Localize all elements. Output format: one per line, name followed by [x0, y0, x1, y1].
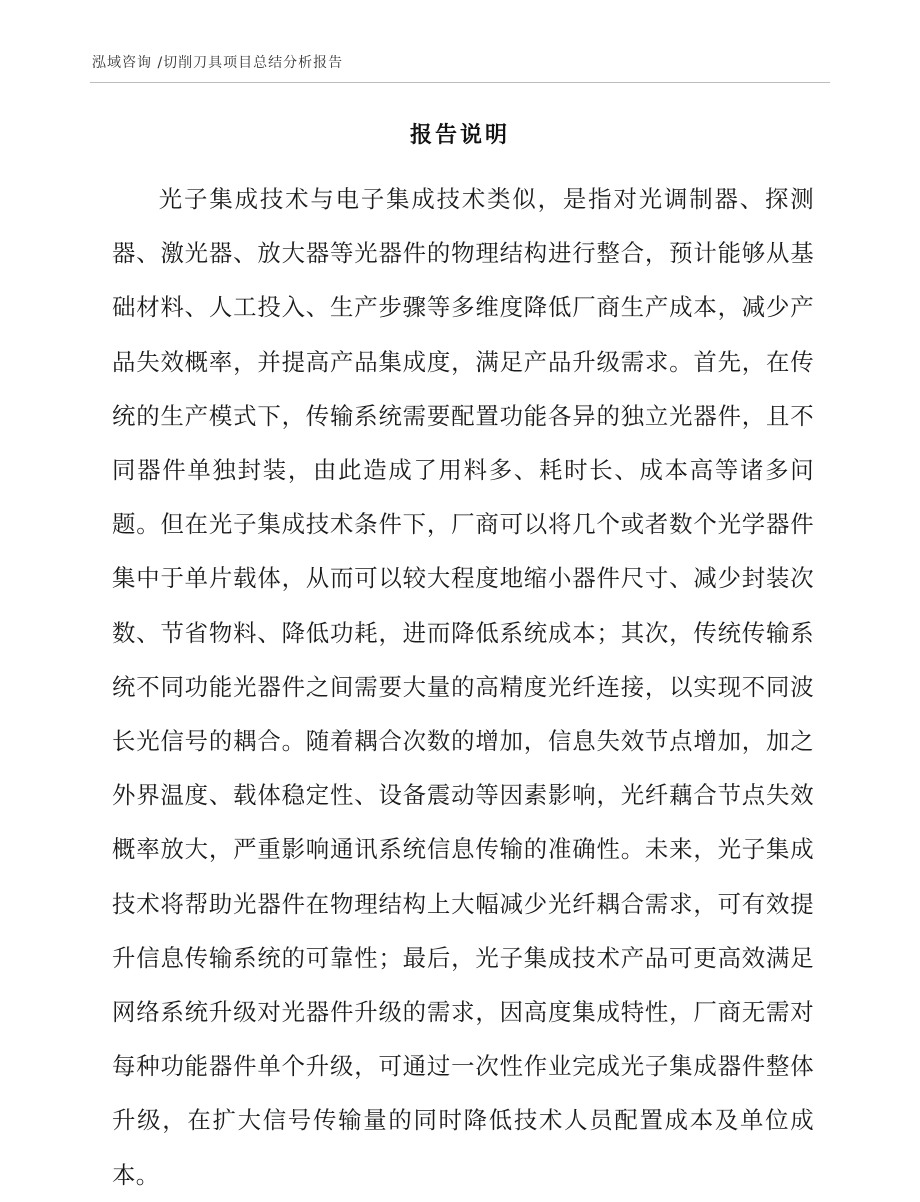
running-header: 泓域咨询 /切削刀具项目总结分析报告: [92, 55, 344, 71]
header-divider: [90, 82, 830, 83]
section-title: 报告说明: [409, 123, 510, 148]
body-paragraph: 光子集成技术与电子集成技术类似，是指对光调制器、探测器、激光器、放大器等光器件的物理结构进行整合，预计能够从基础材料、人工投入、生产步骤等多维度降低厂商生产成本，减少产品失效概率，并提高产品集成度，满足产品升级需求。首先，在传统的生产模式下，传输系统需要配置功能各异的独立光器件，且不同器件单独封装，由此造成了用料多、耗时长、成本高等诸多问题。但在光子集成技术条件下，厂商可以将几个或者数个光学器件集中于单片载体，从而可以较大程度地缩小器件尺寸、减少封装次数、节省物料、降低功耗，进而降低系统成本；其次，传统传输系统不同功能光器件之间需要大量的高精度光纤连接，以实现不同波长光信号的耦合。随着耦合次数的增加，信息失效节点增加，加之外界温度、载体稳定性、设备震动等因素影响，光纤藕合节点失效概率放大，严重影响通讯系统信息传输的准确性。未来，光子集成技术将帮助光器件在物理结构上大幅减少光纤耦合需求，可有效提升信息传输系统的可靠性；最后，光子集成技术产品可更高效满足网络系统升级对光器件升级的需求，因高度集成特性，厂商无需对每种功能器件单个升级，可通过一次性作业完成光子集成器件整体升级，在扩大信号传输量的同时降低技术人员配置成本及单位成本。: [112, 185, 814, 1189]
